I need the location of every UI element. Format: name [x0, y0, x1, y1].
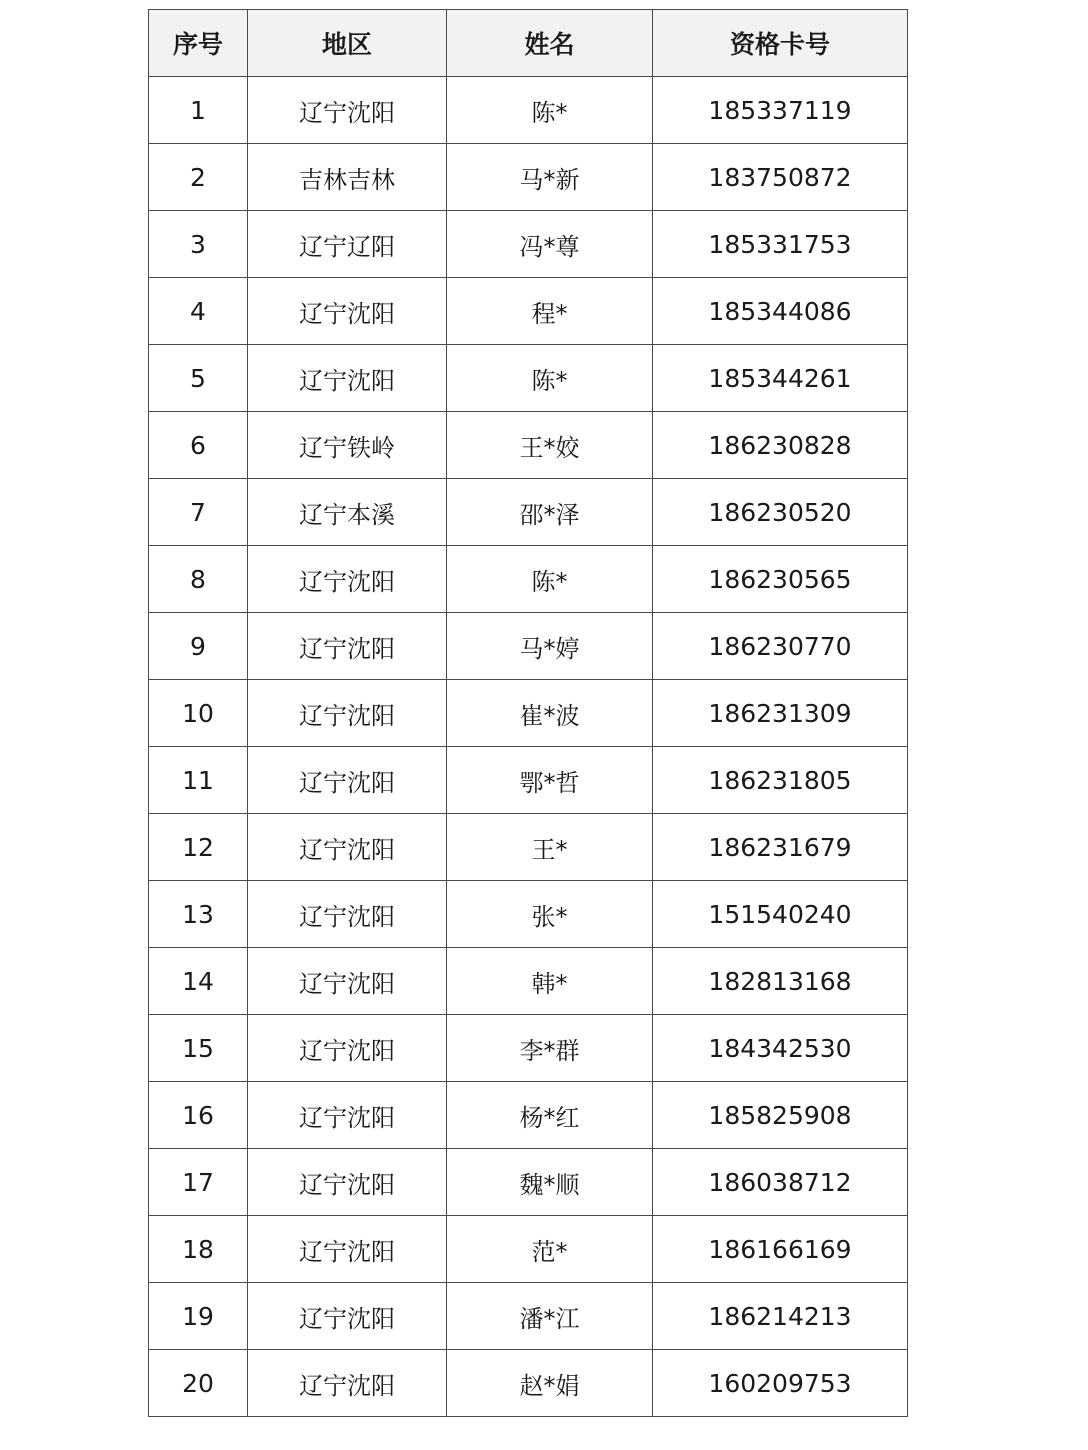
cell-serial: 5 [149, 345, 248, 412]
cell-card-number: 185331753 [653, 211, 908, 278]
cell-serial: 1 [149, 77, 248, 144]
cell-serial: 10 [149, 680, 248, 747]
cell-name: 马*新 [447, 144, 653, 211]
cell-name: 马*婷 [447, 613, 653, 680]
cell-serial: 18 [149, 1216, 248, 1283]
cell-serial: 3 [149, 211, 248, 278]
cell-card-number: 160209753 [653, 1350, 908, 1417]
cell-card-number: 186038712 [653, 1149, 908, 1216]
table-row [149, 613, 908, 680]
cell-region: 辽宁本溪 [248, 479, 447, 546]
cell-name: 鄂*哲 [447, 747, 653, 814]
cell-name: 程* [447, 278, 653, 345]
cell-card-number: 185825908 [653, 1082, 908, 1149]
table-row [149, 345, 908, 412]
qualification-roster-table [148, 9, 908, 1417]
cell-serial: 14 [149, 948, 248, 1015]
cell-name: 张* [447, 881, 653, 948]
cell-region: 辽宁沈阳 [248, 77, 447, 144]
cell-serial: 12 [149, 814, 248, 881]
cell-region: 辽宁沈阳 [248, 1149, 447, 1216]
table-row [149, 1149, 908, 1216]
cell-serial: 2 [149, 144, 248, 211]
header-row [149, 10, 908, 77]
cell-serial: 8 [149, 546, 248, 613]
cell-card-number: 184342530 [653, 1015, 908, 1082]
table-body [149, 77, 908, 1417]
table-row [149, 1015, 908, 1082]
cell-name: 王* [447, 814, 653, 881]
table-row [149, 412, 908, 479]
cell-serial: 9 [149, 613, 248, 680]
cell-serial: 20 [149, 1350, 248, 1417]
cell-region: 辽宁沈阳 [248, 613, 447, 680]
cell-region: 辽宁铁岭 [248, 412, 447, 479]
cell-name: 杨*红 [447, 1082, 653, 1149]
cell-name: 陈* [447, 77, 653, 144]
table-row [149, 814, 908, 881]
cell-card-number: 186214213 [653, 1283, 908, 1350]
cell-name: 邵*泽 [447, 479, 653, 546]
cell-region: 辽宁沈阳 [248, 1082, 447, 1149]
cell-region: 辽宁沈阳 [248, 1216, 447, 1283]
cell-card-number: 151540240 [653, 881, 908, 948]
cell-serial: 17 [149, 1149, 248, 1216]
cell-serial: 15 [149, 1015, 248, 1082]
cell-region: 辽宁沈阳 [248, 814, 447, 881]
cell-region: 辽宁沈阳 [248, 680, 447, 747]
table-row [149, 77, 908, 144]
cell-card-number: 186230520 [653, 479, 908, 546]
cell-name: 崔*波 [447, 680, 653, 747]
header-serial: 序号 [149, 10, 248, 77]
table-row [149, 278, 908, 345]
table-row [149, 680, 908, 747]
table-row [149, 1350, 908, 1417]
cell-card-number: 186166169 [653, 1216, 908, 1283]
table-row [149, 1283, 908, 1350]
cell-name: 赵*娟 [447, 1350, 653, 1417]
cell-name: 陈* [447, 345, 653, 412]
cell-region: 吉林吉林 [248, 144, 447, 211]
cell-card-number: 185337119 [653, 77, 908, 144]
cell-card-number: 186231309 [653, 680, 908, 747]
cell-region: 辽宁沈阳 [248, 546, 447, 613]
cell-name: 李*群 [447, 1015, 653, 1082]
cell-name: 王*姣 [447, 412, 653, 479]
table-header [149, 10, 908, 77]
cell-region: 辽宁沈阳 [248, 881, 447, 948]
cell-serial: 16 [149, 1082, 248, 1149]
table-row [149, 1216, 908, 1283]
cell-name: 陈* [447, 546, 653, 613]
cell-name: 韩* [447, 948, 653, 1015]
cell-serial: 7 [149, 479, 248, 546]
cell-region: 辽宁沈阳 [248, 747, 447, 814]
cell-region: 辽宁沈阳 [248, 948, 447, 1015]
cell-card-number: 185344086 [653, 278, 908, 345]
cell-serial: 19 [149, 1283, 248, 1350]
cell-card-number: 186231679 [653, 814, 908, 881]
cell-region: 辽宁沈阳 [248, 278, 447, 345]
cell-card-number: 183750872 [653, 144, 908, 211]
cell-serial: 13 [149, 881, 248, 948]
cell-region: 辽宁沈阳 [248, 1350, 447, 1417]
cell-name: 范* [447, 1216, 653, 1283]
cell-card-number: 186230770 [653, 613, 908, 680]
table-row [149, 546, 908, 613]
cell-serial: 4 [149, 278, 248, 345]
cell-region: 辽宁沈阳 [248, 1015, 447, 1082]
cell-card-number: 186231805 [653, 747, 908, 814]
table-row [149, 144, 908, 211]
cell-serial: 6 [149, 412, 248, 479]
cell-name: 魏*顺 [447, 1149, 653, 1216]
table-row [149, 948, 908, 1015]
cell-name: 冯*尊 [447, 211, 653, 278]
table-row [149, 747, 908, 814]
cell-card-number: 185344261 [653, 345, 908, 412]
cell-card-number: 186230828 [653, 412, 908, 479]
header-card-number: 资格卡号 [653, 10, 908, 77]
table-row [149, 881, 908, 948]
cell-region: 辽宁沈阳 [248, 1283, 447, 1350]
table-row [149, 479, 908, 546]
cell-card-number: 182813168 [653, 948, 908, 1015]
table-row [149, 211, 908, 278]
header-region: 地区 [248, 10, 447, 77]
cell-card-number: 186230565 [653, 546, 908, 613]
cell-region: 辽宁沈阳 [248, 345, 447, 412]
cell-region: 辽宁辽阳 [248, 211, 447, 278]
header-name: 姓名 [447, 10, 653, 77]
cell-name: 潘*江 [447, 1283, 653, 1350]
cell-serial: 11 [149, 747, 248, 814]
table-row [149, 1082, 908, 1149]
